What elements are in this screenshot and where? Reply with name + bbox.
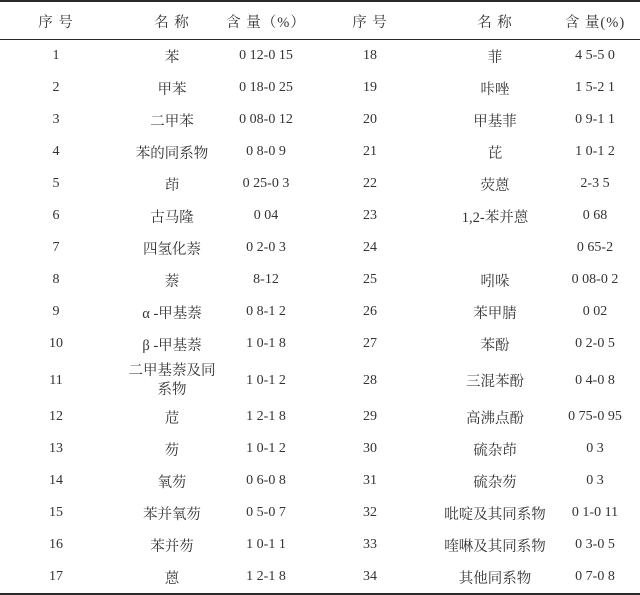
content-cell: 0 7-0 8 bbox=[575, 569, 615, 584]
name-cell: 硫杂茚 bbox=[473, 442, 517, 459]
content-cell: 0 25-0 3 bbox=[242, 176, 290, 191]
name-cell: 喹啉及其同系物 bbox=[444, 538, 546, 555]
name-text: 二甲基萘及同系物 bbox=[128, 362, 216, 398]
table-row bbox=[0, 296, 640, 328]
seq-cell: 7 bbox=[52, 240, 60, 255]
content-cell: 0 3-0 5 bbox=[575, 537, 615, 552]
seq-cell: 12 bbox=[49, 409, 63, 424]
content-cell: 1 2-1 8 bbox=[246, 569, 286, 584]
table-header-row bbox=[0, 2, 640, 40]
name-cell: 二甲苯 bbox=[150, 113, 194, 130]
content-cell: 0 6-0 8 bbox=[246, 473, 286, 488]
name-cell: 硫杂芴 bbox=[473, 474, 517, 491]
table-row bbox=[0, 72, 640, 104]
name-cell: 苯 bbox=[164, 49, 180, 66]
name-cell: 甲基菲 bbox=[473, 113, 517, 130]
table-row bbox=[0, 40, 640, 72]
name-cell: 甲苯 bbox=[157, 81, 187, 98]
header-seq-right: 序 号 bbox=[352, 14, 388, 31]
content-cell: 8-12 bbox=[253, 272, 279, 287]
content-cell: 1 5-2 1 bbox=[575, 80, 615, 95]
name-cell: 苯的同系物 bbox=[135, 145, 209, 162]
seq-cell: 8 bbox=[52, 272, 60, 287]
seq-cell: 11 bbox=[49, 372, 63, 388]
name-cell: 菲 bbox=[487, 49, 503, 66]
seq-cell: 23 bbox=[363, 208, 377, 223]
header-name-right: 名 称 bbox=[477, 14, 513, 31]
content-cell: 0 4-0 8 bbox=[575, 372, 615, 388]
header-seq-left: 序 号 bbox=[38, 14, 74, 31]
content-cell: 1 0-1 1 bbox=[246, 537, 286, 552]
content-cell: 0 8-0 9 bbox=[246, 144, 286, 159]
content-cell: 1 0-1 2 bbox=[246, 441, 286, 456]
content-cell: 4 5-5 0 bbox=[575, 48, 615, 63]
table-row bbox=[0, 497, 640, 529]
content-cell: 0 65-2 bbox=[576, 240, 614, 255]
name-cell: 苯并氧芴 bbox=[143, 506, 201, 523]
content-cell: 0 5-0 7 bbox=[246, 505, 286, 520]
name-cell bbox=[440, 232, 550, 264]
table-row bbox=[0, 104, 640, 136]
content-cell: 0 18-0 25 bbox=[239, 80, 293, 95]
name-cell: 吲哚 bbox=[480, 273, 510, 290]
table-row bbox=[0, 401, 640, 433]
name-cell: 苊 bbox=[164, 410, 180, 427]
seq-cell: 3 bbox=[52, 112, 60, 127]
table-row bbox=[0, 200, 640, 232]
seq-cell: 18 bbox=[363, 48, 377, 63]
content-cell: 1 0-1 2 bbox=[246, 372, 286, 388]
table-row bbox=[0, 232, 640, 264]
seq-cell: 1 bbox=[52, 48, 60, 63]
name-cell: 萘 bbox=[164, 273, 180, 290]
name-cell: 古马隆 bbox=[150, 209, 194, 226]
seq-cell: 28 bbox=[363, 372, 377, 388]
table-row bbox=[0, 168, 640, 200]
table-row bbox=[0, 561, 640, 593]
seq-cell: 19 bbox=[363, 80, 377, 95]
seq-cell: 16 bbox=[49, 537, 63, 552]
seq-cell: 20 bbox=[363, 112, 377, 127]
seq-cell: 25 bbox=[363, 272, 377, 287]
seq-cell: 33 bbox=[363, 537, 377, 552]
name-cell: 1,2-苯并蒽 bbox=[461, 209, 529, 226]
seq-cell: 14 bbox=[49, 473, 63, 488]
content-cell: 0 12-0 15 bbox=[239, 48, 293, 63]
name-cell: 吡啶及其同系物 bbox=[444, 506, 546, 523]
header-content-left: 含 量（%） bbox=[226, 14, 306, 31]
header-content-right: 含 量(%) bbox=[564, 14, 626, 31]
content-cell: 0 02 bbox=[582, 304, 608, 319]
content-cell: 0 2-0 5 bbox=[575, 336, 615, 351]
name-cell: 荧蒽 bbox=[480, 177, 510, 194]
seq-cell: 5 bbox=[52, 176, 60, 191]
header-name-left: 名 称 bbox=[154, 14, 190, 31]
content-cell: 0 3 bbox=[586, 473, 604, 488]
table-row bbox=[0, 465, 640, 497]
content-cell: 0 2-0 3 bbox=[246, 240, 286, 255]
table-row bbox=[0, 360, 640, 401]
content-cell: 2-3 5 bbox=[580, 176, 610, 191]
content-cell: 1 0-1 8 bbox=[246, 336, 286, 351]
content-cell: 0 3 bbox=[586, 441, 604, 456]
seq-cell: 13 bbox=[49, 441, 63, 456]
name-cell: 苯酚 bbox=[480, 337, 510, 354]
name-cell: 氧芴 bbox=[157, 474, 187, 491]
table-row bbox=[0, 529, 640, 561]
content-cell: 0 04 bbox=[253, 208, 279, 223]
content-cell: 0 75-0 95 bbox=[568, 409, 622, 424]
seq-cell: 29 bbox=[363, 409, 377, 424]
seq-cell: 22 bbox=[363, 176, 377, 191]
seq-cell: 30 bbox=[363, 441, 377, 456]
seq-cell: 9 bbox=[52, 304, 60, 319]
table-row bbox=[0, 328, 640, 360]
seq-cell: 17 bbox=[49, 569, 63, 584]
table-row bbox=[0, 264, 640, 296]
seq-cell: 4 bbox=[52, 144, 60, 159]
name-cell: 高沸点酚 bbox=[466, 410, 524, 427]
name-cell: 苯并芴 bbox=[150, 538, 194, 555]
seq-cell: 24 bbox=[363, 240, 377, 255]
content-cell: 0 08-0 12 bbox=[239, 112, 293, 127]
content-cell: 0 9-1 1 bbox=[575, 112, 615, 127]
table-row bbox=[0, 136, 640, 168]
content-cell: 0 68 bbox=[582, 208, 608, 223]
name-cell: 咔唑 bbox=[480, 81, 510, 98]
table-row bbox=[0, 433, 640, 465]
name-cell: 芘 bbox=[487, 145, 503, 162]
name-cell: α -甲基萘 bbox=[142, 305, 202, 322]
content-cell: 1 0-1 2 bbox=[575, 144, 615, 159]
name-cell: 茚 bbox=[164, 177, 180, 194]
seq-cell: 32 bbox=[363, 505, 377, 520]
seq-cell: 26 bbox=[363, 304, 377, 319]
seq-cell: 27 bbox=[363, 336, 377, 351]
content-cell: 0 1-0 11 bbox=[571, 505, 619, 520]
name-cell: 蒽 bbox=[164, 570, 180, 587]
name-cell bbox=[112, 360, 232, 401]
seq-cell: 15 bbox=[49, 505, 63, 520]
content-cell: 0 8-1 2 bbox=[246, 304, 286, 319]
seq-cell: 10 bbox=[49, 336, 63, 351]
seq-cell: 31 bbox=[363, 473, 377, 488]
name-cell: β -甲基萘 bbox=[142, 337, 202, 354]
seq-cell: 2 bbox=[52, 80, 60, 95]
seq-cell: 6 bbox=[52, 208, 60, 223]
name-cell: 三混苯酚 bbox=[466, 374, 524, 390]
seq-cell: 21 bbox=[363, 144, 377, 159]
name-cell: 芴 bbox=[164, 442, 180, 459]
name-cell: 四氢化萘 bbox=[143, 241, 201, 258]
name-cell: 其他同系物 bbox=[458, 570, 532, 587]
content-cell: 0 08-0 2 bbox=[571, 272, 619, 287]
name-cell: 苯甲腈 bbox=[473, 305, 517, 322]
content-cell: 1 2-1 8 bbox=[246, 409, 286, 424]
seq-cell: 34 bbox=[363, 569, 377, 584]
